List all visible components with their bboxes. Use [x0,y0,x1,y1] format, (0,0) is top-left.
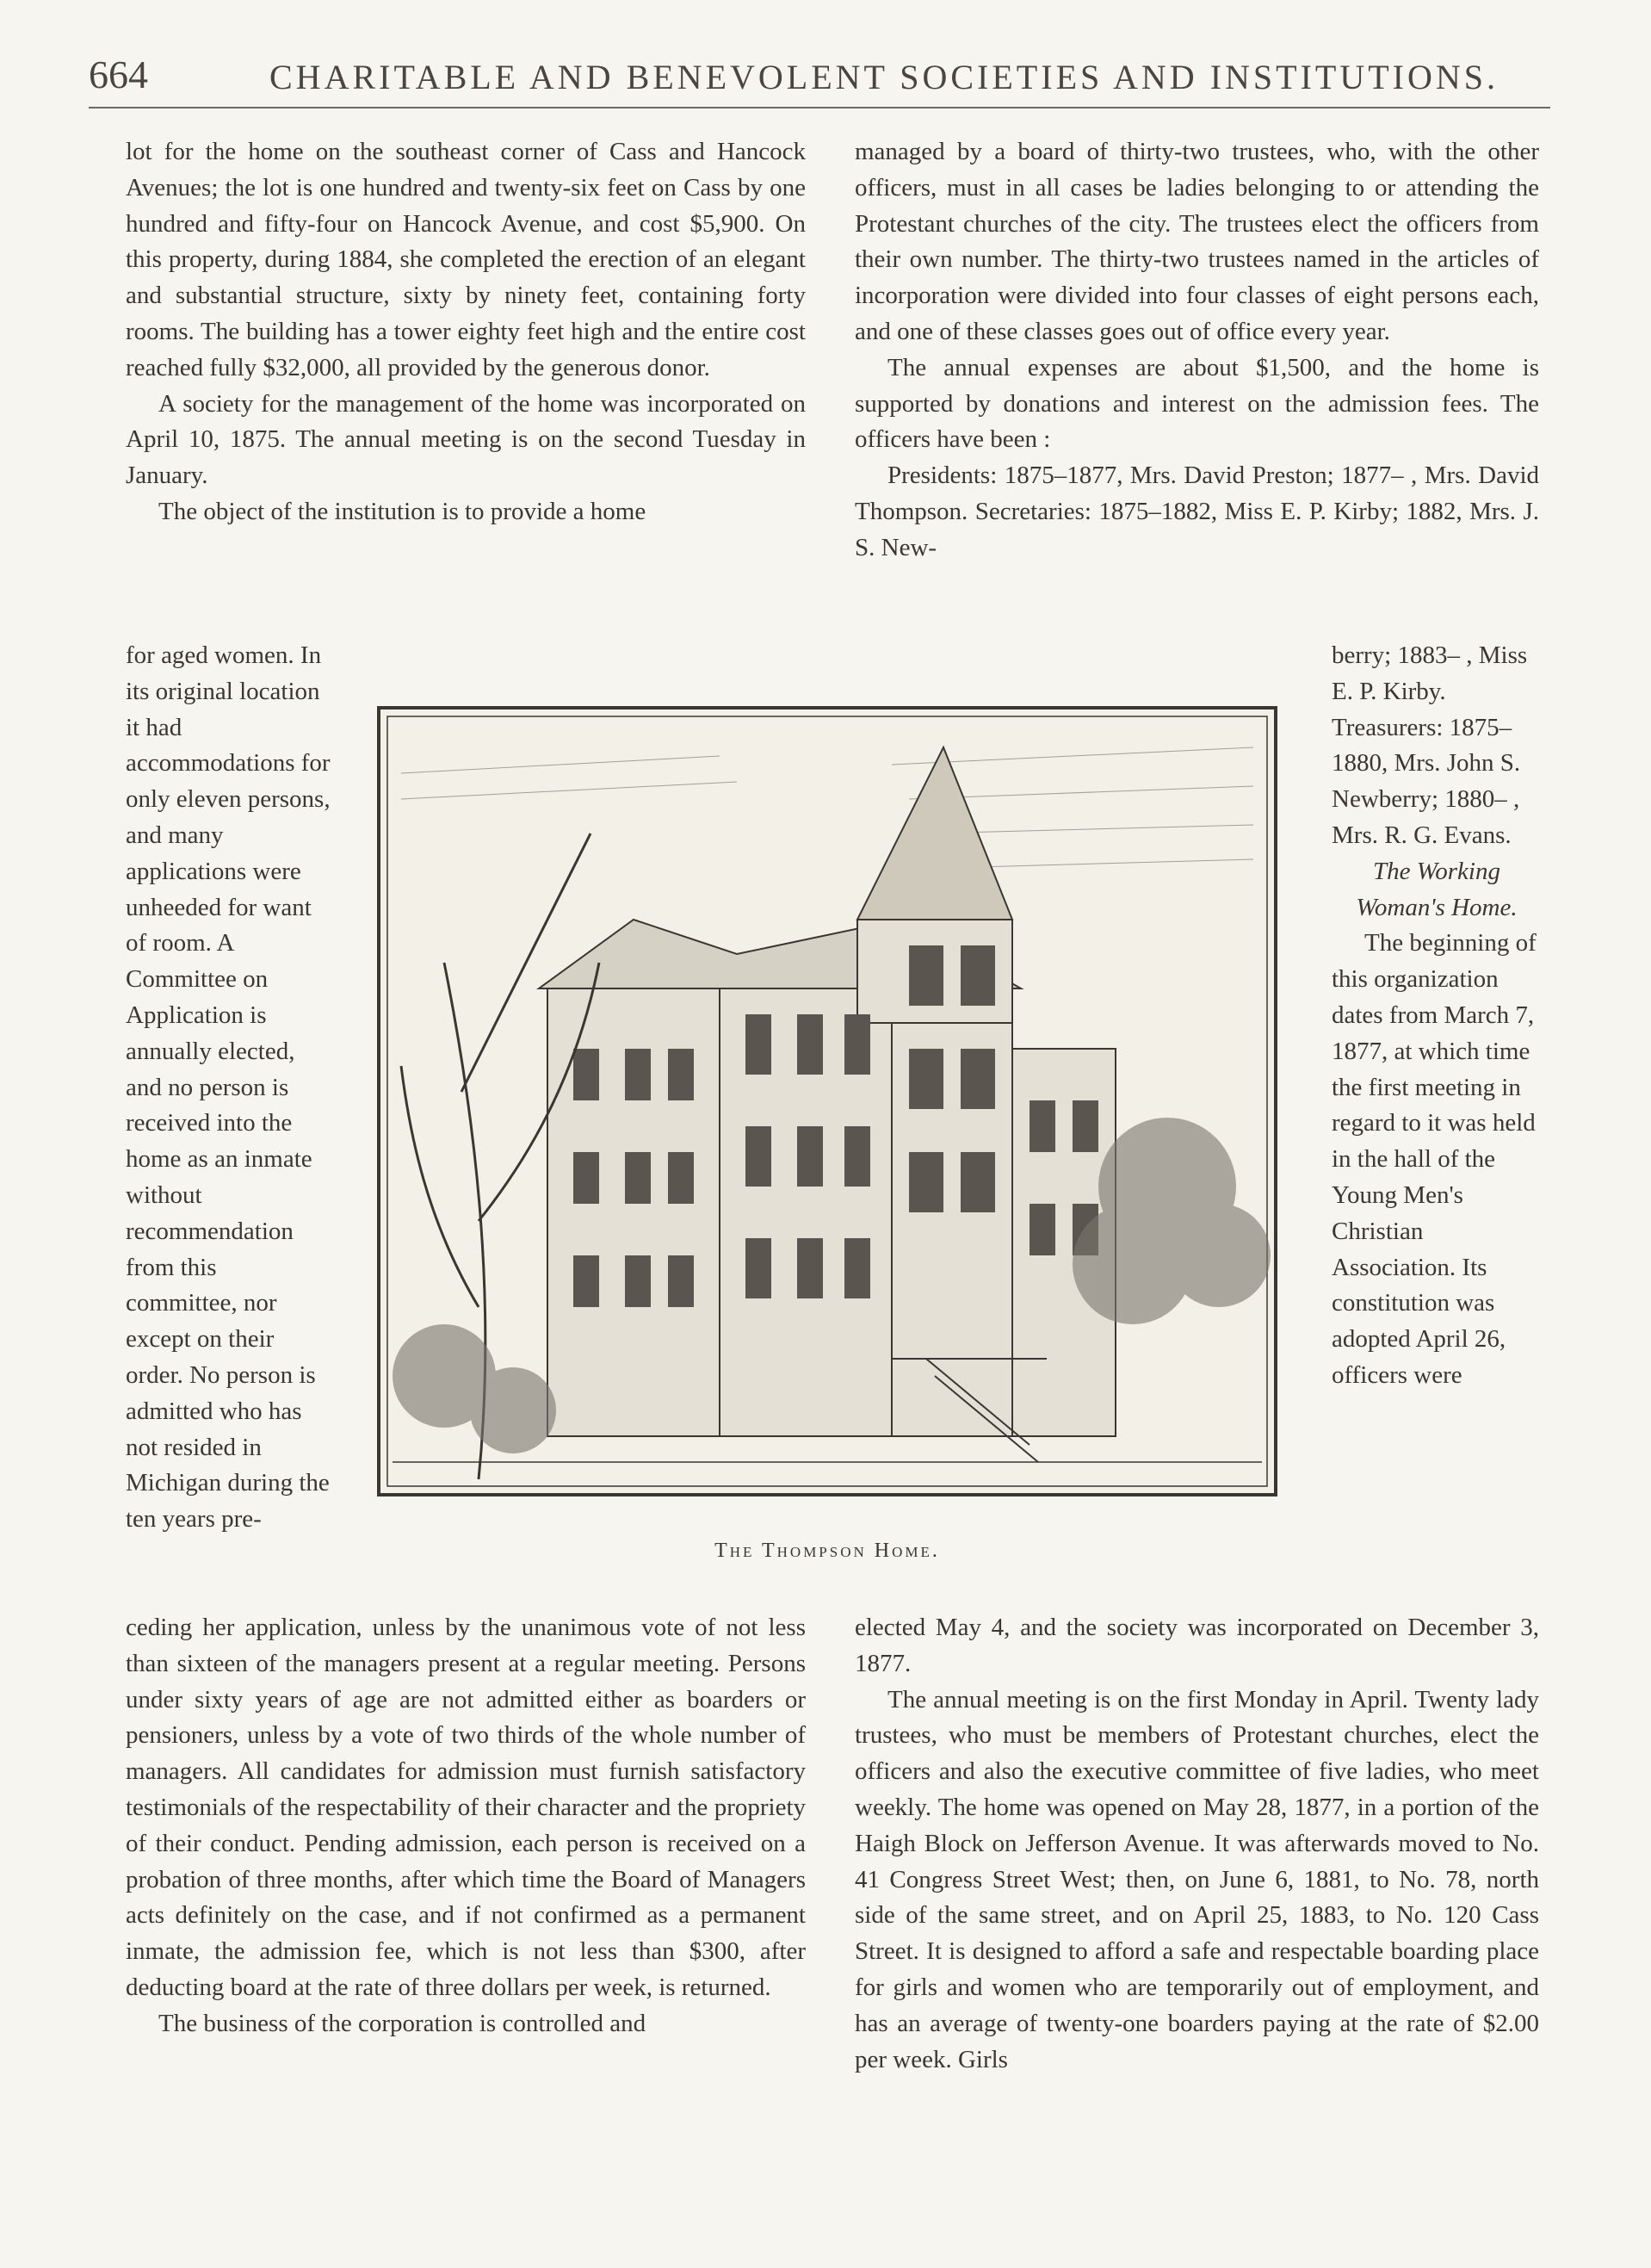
figure-thompson-home [375,704,1279,1498]
right-column [855,134,1539,567]
building-illustration [375,704,1279,1498]
right-narrow-paragraph: The beginning of this organization dates from March 7, 1877, at which time the first meeting in regard to it was held in the hall of the Young Men's Christian Association. Its constitution was adopted April 26, officers were [1332,929,1537,1389]
right-paragraph-2: The annual expenses are about $1,500, and the home is supported by donations and interest on the admission fees. The officers have been : [855,353,1539,454]
left-paragraph-2: A society for the management of the home was incorporated on April 10, 1875. The annual meeting is on the second Tuesday in January. [126,389,806,490]
running-head: CHARITABLE AND BENEVOLENT SOCIETIES AND INSTITUTIONS. [269,58,1499,96]
left-business-paragraph: The business of the corporation is controlled and [158,2009,646,2037]
right-narrow-column [1332,638,1542,1394]
section-heading-working-womans-home: The Working Woman's Home. [1356,857,1518,921]
right-paragraph-1: managed by a board of thirty-two trustees, who, with the other officers, must in all cases be ladies belonging to or attending the Protestant churches of the city. The trustees elect the officers from their own number. The thirty-two trustees named in the articles of incorporation were divided into four classes of eight persons each, and one of these classes goes out of office every year. [855,138,1539,345]
right-column-continued [855,1610,1539,2078]
left-paragraph-3-start: The object of the institution is to provide a home [158,497,646,525]
left-continued-paragraph: ceding her application, unless by the unanimous vote of not less than sixteen of the managers present at a regular meeting. Persons under sixty years of age are not admitted either as boarders or pensioners, unless by a vote of two thirds of the whole number of managers. All candidates for admission must furnish satisfactory testimonials of the respectability of their character and the propriety of their conduct. Pending admission, each person is received on a probation of three months, after which time the Board of Managers acts definitely on the case, and if not confirmed as a permanent inmate, the admission fee, which is not less than $300, after deducting board at the rate of three dollars per week, is returned. [126,1614,806,2001]
page-header [89,45,1552,105]
figure-caption: The Thompson Home. [714,1540,940,1562]
right-continued-paragraph-2: The annual meeting is on the first Monday in April. Twenty lady trustees, who must be members of Protestant churches, elect the officers and also the executive committee of five ladies, who meet weekly. The home was opened on May 28, 1877, in a portion of the Haigh Block on Jefferson Avenue. It was afterwards moved to No. 41 Congress Street West; then, on June 6, 1881, to No. 78, north side of the same street, and on April 25, 1883, to No. 120 Cass Street. It is designed to afford a safe and respectable boarding place for girls and women who are temporarily out of employment, and has an average of twenty-one boarders paying at the rate of $2.00 per week. Girls [855,1685,1539,2073]
page-number: 664 [89,53,148,96]
left-narrow-text: for aged women. In its original location it had accommodations for only eleven persons, and many applications were unheeded for want of room. A Committee on Application is annually elected, and no person is received into the home as an inmate without recommendation from this committee, nor except on their order. No person is admitted who has not resided in Michigan during the ten years pre- [126,641,331,1534]
left-paragraph-1: lot for the home on the southeast corner of Cass and Hancock Avenues; the lot is one hundred and twenty-six feet on Cass by one hundred and fifty-four on Hancock Avenue, and cost $5,900. On this property, during 1884, she completed the erection of an elegant and substantial structure, sixty by ninety feet, containing forty rooms. The building has a tower eighty feet high and the entire cost reached fully $32,000, all provided by the generous donor. [126,138,806,381]
left-column-continued [126,1610,806,2042]
left-column [126,134,806,530]
right-paragraph-3-start: Presidents: 1875–1877, Mrs. David Preston; 1877– , Mrs. David Thompson. Secretaries: 1875–1882, Miss E. P. Kirby; 1882, Mrs. J. S. New- [855,462,1539,561]
right-continued-paragraph: elected May 4, and the society was incorporated on December 3, 1877. [855,1614,1539,1677]
left-narrow-column [126,638,332,1538]
header-rule [89,107,1550,108]
right-narrow-text: berry; 1883– , Miss E. P. Kirby. Treasurers: 1875–1880, Mrs. John S. Newberry; 1880– , Mrs. R. G. Evans. [1332,641,1528,849]
